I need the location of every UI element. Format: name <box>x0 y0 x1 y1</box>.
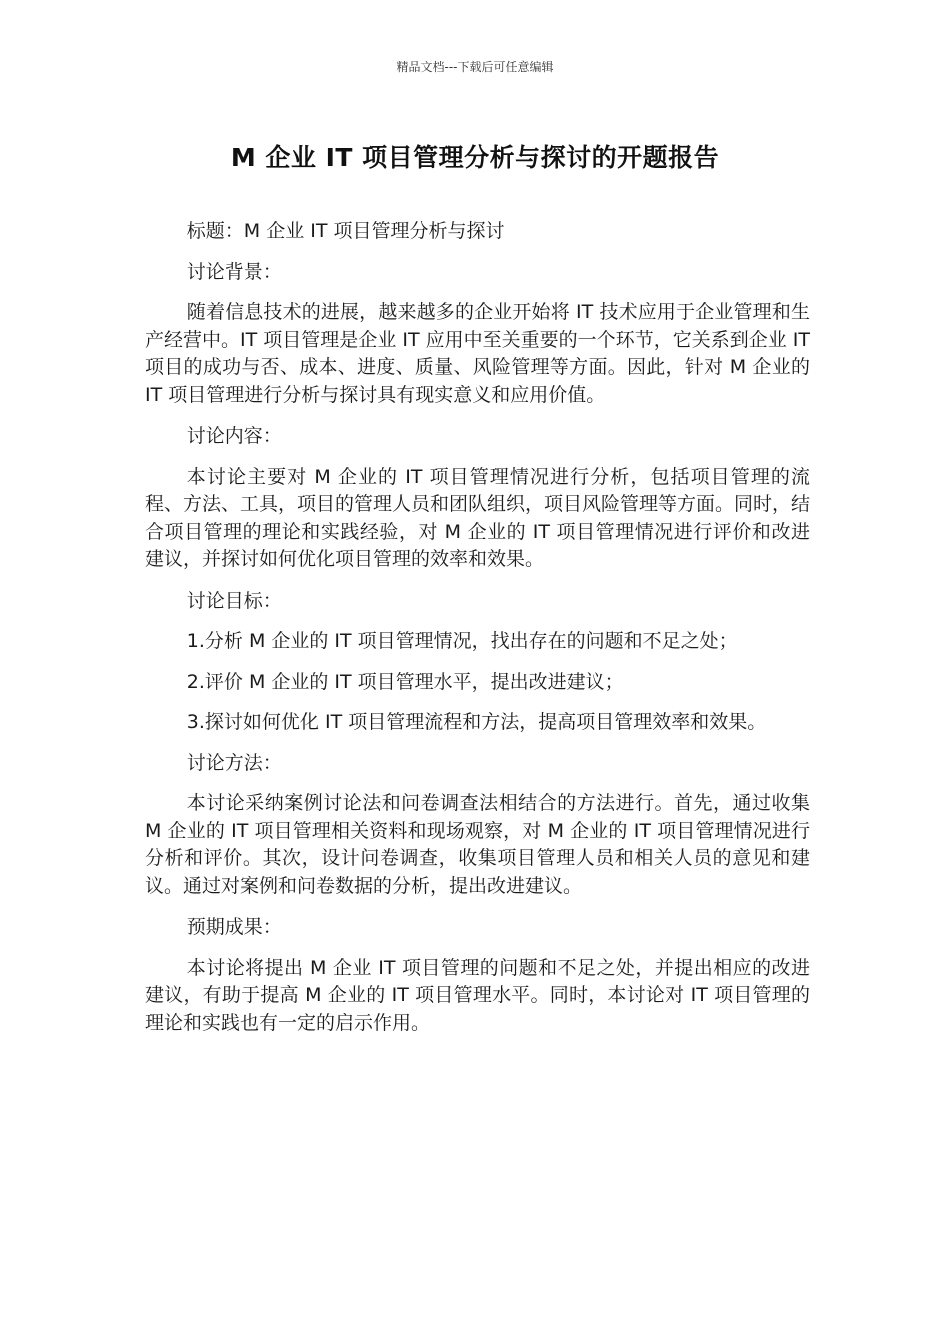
outcomes-paragraph: 本讨论将提出 M 企业 IT 项目管理的问题和不足之处，并提出相应的改进建议，有助于提高 M 企业的 IT 项目管理水平。同时，本讨论对 IT 项目管理的理论和实践也有一定的启示作用。 <box>145 956 810 1034</box>
document-title: M 企业 IT 项目管理分析与探讨的开题报告 <box>230 143 720 172</box>
section-heading-outcomes: 预期成果： <box>186 916 282 938</box>
goal-item-3: 3.探讨如何优化 IT 项目管理流程和方法，提高项目管理效率和效果。 <box>186 711 767 733</box>
goal-item-2: 2.评价 M 企业的 IT 项目管理水平，提出改进建议； <box>186 670 624 693</box>
content-paragraph: 本讨论主要对 M 企业的 IT 项目管理情况进行分析，包括项目管理的流程、方法、工具，项目的管理人员和团队组织，项目风险管理等方面。同时，结合项目管理的理论和实践经验，对 M 企业的 IT 项目管理情况进行评价和改进建议，并探讨如何优化项目管理的效率和效果。 <box>145 465 811 570</box>
section-heading-content: 讨论内容： <box>186 425 282 447</box>
goal-item-1: 1.分析 M 企业的 IT 项目管理情况，找出存在的问题和不足之处； <box>186 630 738 652</box>
header-note: 精品文档---下载后可任意编辑 <box>396 60 554 74</box>
background-paragraph: 随着信息技术的进展，越来越多的企业开始将 IT 技术应用于企业管理和生产经营中。IT 项目管理是企业 IT 应用中至关重要的一个环节，它关系到企业 IT 项目的成功与否、成本、进度、质量、风险管理等方面。因此，针对 M 企业的 IT 项目管理进行分析与探讨具有现实意义和应用价值。 <box>145 301 810 406</box>
document-body <box>145 218 810 1051</box>
section-heading-method: 讨论方法： <box>186 751 282 774</box>
section-heading-goals: 讨论目标： <box>186 589 282 612</box>
section-heading-background: 讨论背景： <box>186 260 282 283</box>
method-paragraph: 本讨论采纳案例讨论法和问卷调查法相结合的方法进行。首先，通过收集 M 企业的 IT 项目管理相关资料和现场观察，对 M 企业的 IT 项目管理情况进行分析和评价。其次，设计问卷调查，收集项目管理人员和相关人员的意见和建议。通过对案例和问卷数据的分析，提出改进建议。 <box>145 792 810 897</box>
subject-line: 标题：M 企业 IT 项目管理分析与探讨 <box>186 220 505 242</box>
